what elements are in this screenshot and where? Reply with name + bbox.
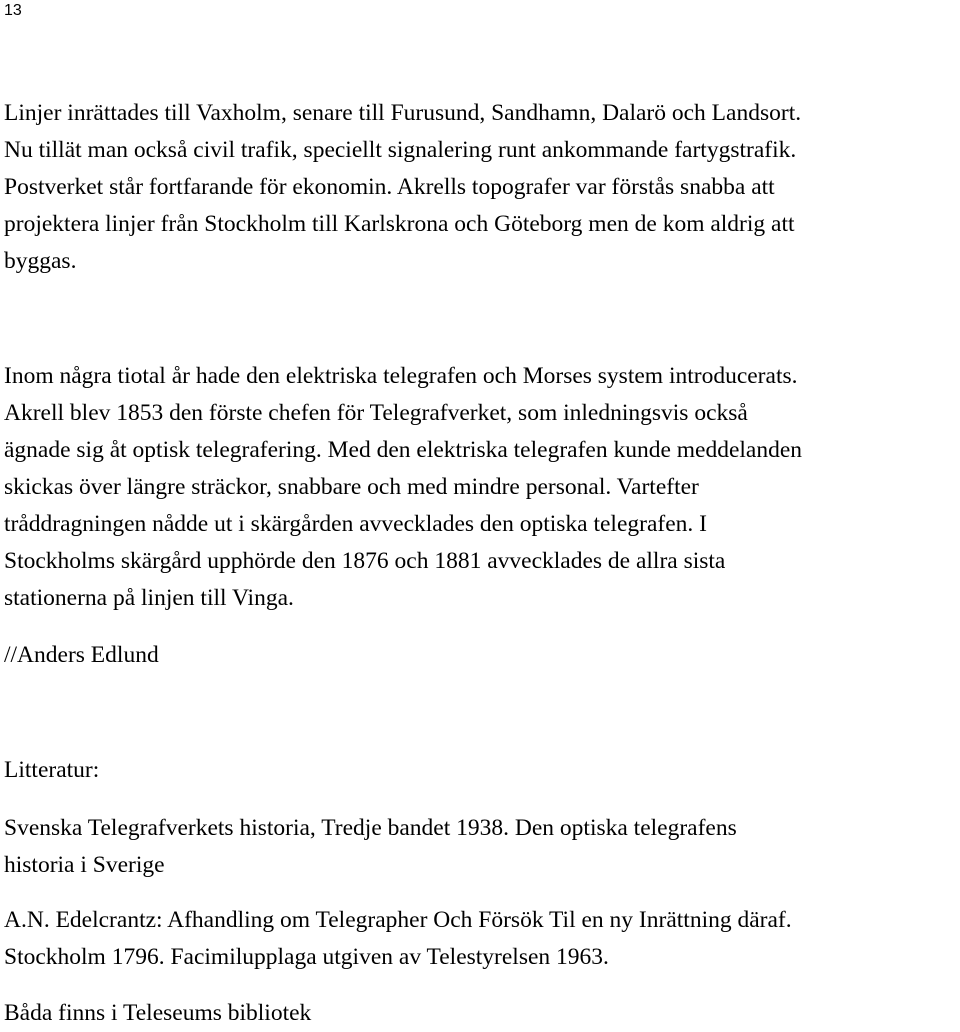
- page-number: 13: [4, 2, 22, 19]
- text-line: Postverket står fortfarande för ekonomin. Akrells topografer var förstås snabba att: [4, 174, 775, 200]
- text-line: Stockholms skärgård upphörde den 1876 och 1881 avvecklades de allra sista: [4, 548, 726, 574]
- paragraph-1: [4, 95, 960, 280]
- literature-heading: Litteratur:: [4, 757, 100, 783]
- paragraph-2: [4, 358, 960, 617]
- text-line: Inom några tiotal år hade den elektriska telegrafen och Morses system introducerats.: [4, 363, 798, 389]
- text-line: byggas.: [4, 248, 77, 274]
- text-line: projektera linjer från Stockholm till Karlskrona och Göteborg men de kom aldrig att: [4, 211, 795, 237]
- literature-item-2: [4, 902, 960, 976]
- literature-item-1: [4, 810, 960, 884]
- text-line: Linjer inrättades till Vaxholm, senare till Furusund, Sandhamn, Dalarö och Landsort.: [4, 100, 802, 126]
- text-line: Nu tillät man också civil trafik, speciellt signalering runt ankommande fartygstrafik.: [4, 137, 797, 163]
- text-line: Akrell blev 1853 den förste chefen för Telegrafverket, som inledningsvis också: [4, 400, 748, 426]
- text-line: Svenska Telegrafverkets historia, Tredje bandet 1938. Den optiska telegrafens: [4, 815, 737, 841]
- final-note: Båda finns i Teleseums bibliotek: [4, 1000, 312, 1026]
- text-line: skickas över längre sträckor, snabbare och med mindre personal. Vartefter: [4, 474, 699, 500]
- text-line: tråddragningen nådde ut i skärgården avvecklades den optiska telegrafen. I: [4, 511, 707, 537]
- author-signature: //Anders Edlund: [4, 642, 159, 668]
- text-line: historia i Sverige: [4, 852, 165, 878]
- text-line: A.N. Edelcrantz: Afhandling om Telegrapher Och Försök Til en ny Inrättning däraf.: [4, 907, 792, 933]
- text-line: ägnade sig åt optisk telegrafering. Med den elektriska telegrafen kunde meddelanden: [4, 437, 803, 463]
- text-line: stationerna på linjen till Vinga.: [4, 585, 294, 611]
- text-line: Stockholm 1796. Facimilupplaga utgiven av Telestyrelsen 1963.: [4, 944, 609, 970]
